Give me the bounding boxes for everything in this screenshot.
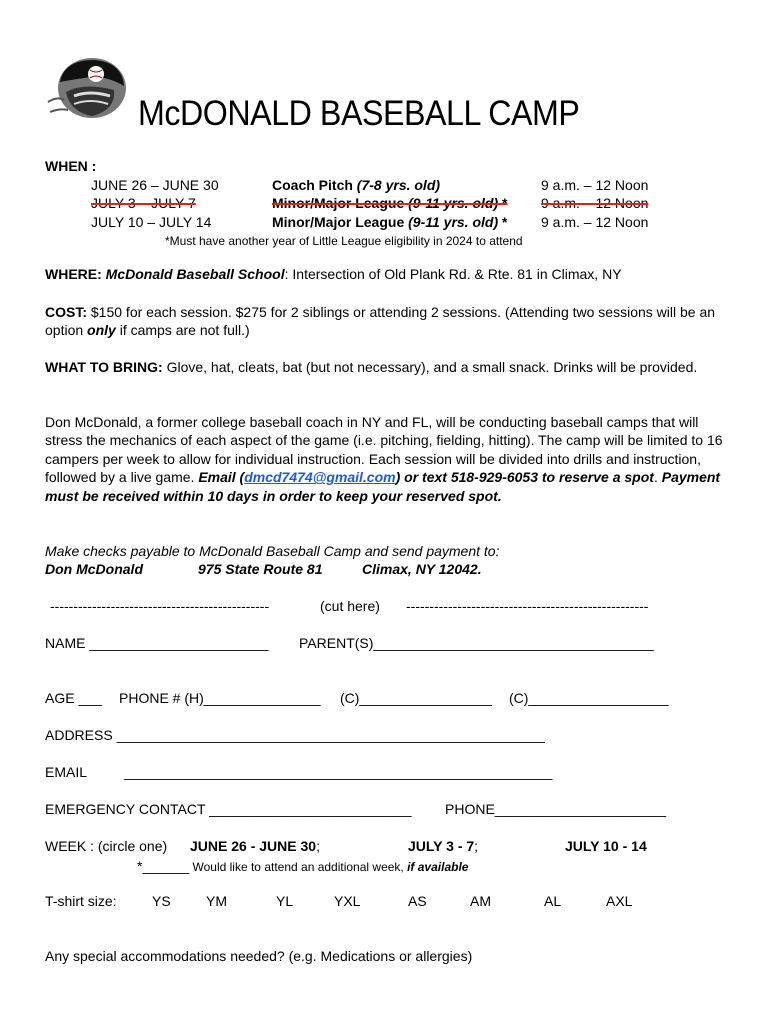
tshirt-size-ys[interactable]: YS (152, 893, 171, 909)
address-field[interactable]: ADDRESS _______________________________________________________ (45, 727, 545, 743)
tshirt-size-am[interactable]: AM (470, 893, 491, 909)
tshirt-size-ym[interactable]: YM (206, 893, 227, 909)
baseball-player-logo-icon (44, 52, 134, 124)
phone-cell-1-field[interactable]: (C)_________________ (340, 690, 492, 706)
when-row-2-dates: JULY 3 – JULY 7 (91, 195, 196, 211)
tshirt-size-al[interactable]: AL (544, 893, 562, 909)
when-row-1-program: Coach Pitch (7-8 yrs. old) (272, 177, 441, 193)
where-line: WHERE: McDonald Baseball School: Intersection of Old Plank Rd. & Rte. 81 in Climax, NY (45, 266, 622, 282)
phone-cell-2-field[interactable]: (C)__________________ (509, 690, 669, 706)
week-label: WEEK : (circle one) (45, 838, 168, 854)
name-field[interactable]: NAME _______________________ (45, 635, 269, 651)
cost-paragraph: COST: $150 for each session. $275 for 2 siblings or attending 2 sessions. (Attending two sessions will be an option only if camps are not full.) (45, 304, 716, 339)
emergency-contact-field[interactable]: EMERGENCY CONTACT __________________________ (45, 801, 412, 817)
email-field[interactable]: _______________________________________________________ (124, 764, 553, 780)
eligibility-note: *Must have another year of Little League eligibility in 2024 to attend (165, 234, 523, 248)
week-option-1[interactable]: JUNE 26 - JUNE 30; (190, 838, 320, 854)
when-row-1-dates: JUNE 26 – JUNE 30 (91, 177, 219, 193)
when-row-1-time: 9 a.m. – 12 Noon (541, 177, 649, 193)
phone-home-field[interactable]: PHONE # (H)_______________ (119, 690, 321, 706)
when-row-2-time: 9 a.m. – 12 Noon (541, 195, 649, 211)
tshirt-label: T-shirt size: (45, 893, 117, 909)
email-field-label: EMAIL (45, 764, 88, 780)
tshirt-size-as[interactable]: AS (408, 893, 427, 909)
age-field[interactable]: AGE ___ (45, 690, 102, 706)
checks-street: 975 State Route 81 (198, 561, 323, 577)
email-link[interactable]: dmcd7474@gmail.com (244, 469, 396, 486)
checks-city: Climax, NY 12042. (362, 561, 482, 577)
week-option-3[interactable]: JULY 10 - 14 (565, 838, 647, 854)
when-row-2-program: Minor/Major League (9-11 yrs. old) * (272, 195, 508, 211)
tshirt-size-yl[interactable]: YL (276, 893, 294, 909)
emergency-phone-field[interactable]: PHONE______________________ (445, 801, 667, 817)
when-row-3-program: Minor/Major League (9-11 yrs. old) * (272, 214, 508, 230)
when-row-3-dates: JULY 10 – JULY 14 (91, 214, 212, 230)
page-title: McDONALD BASEBALL CAMP (138, 94, 580, 133)
cut-line-right: ---------------------------------------------------- (406, 598, 649, 614)
special-accommodations-field[interactable]: Any special accommodations needed? (e.g. Medications or allergies) (45, 948, 473, 964)
cut-here-label: (cut here) (320, 598, 380, 614)
parent-field[interactable]: PARENT(S)____________________________________ (299, 635, 654, 651)
when-row-3-time: 9 a.m. – 12 Noon (541, 214, 649, 230)
tshirt-size-yxl[interactable]: YXL (334, 893, 361, 909)
tshirt-size-axl[interactable]: AXL (606, 893, 633, 909)
additional-week-line[interactable]: *______ Would like to attend an additional week, if available (137, 858, 469, 874)
checks-line: Make checks payable to McDonald Baseball Camp and send payment to: (45, 543, 500, 559)
description-paragraph: Don McDonald, a former college baseball coach in NY and FL, will be conducting baseball camps that will stress the mechanics of each aspect of the game (i.e. pitching, fielding, hitting). The camp will be limited to 16 campers per week to allow for individual instruction. Each session will be divided into drills and instruction, followed by a live game. Email (dmcd7474@gmail.com) or text 518-929-6053 to reserve a spot. Payment must be received within 10 days in order to keep your reserved spot. (45, 414, 723, 504)
bring-paragraph: WHAT TO BRING: Glove, hat, cleats, bat (but not necessary), and a small snack. Drinks will be provided. (45, 359, 698, 375)
when-label: WHEN : (45, 158, 97, 174)
cut-line-left: ----------------------------------------------- (50, 598, 270, 614)
week-option-2[interactable]: JULY 3 - 7; (408, 838, 479, 854)
checks-name: Don McDonald (45, 561, 143, 577)
